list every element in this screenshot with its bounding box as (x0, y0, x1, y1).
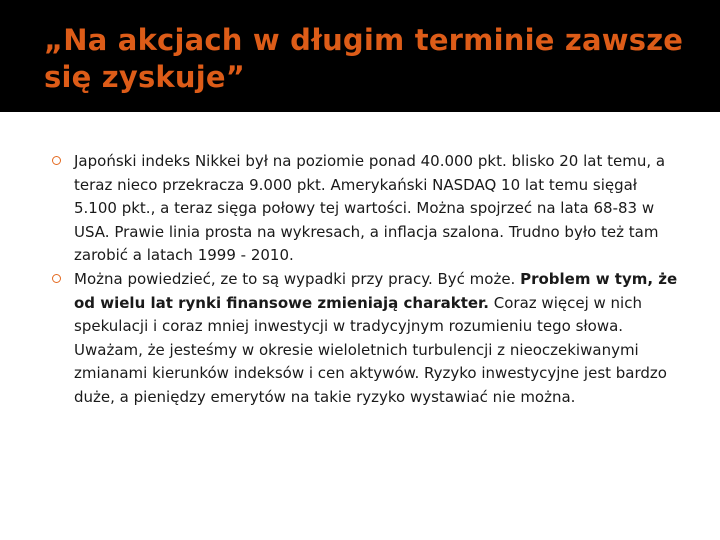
circle-bullet-icon (52, 156, 61, 165)
slide-title: „Na akcjach w długim terminie zawsze się zyskuje” (44, 23, 684, 94)
list-item (52, 268, 682, 410)
bullet-text-bold: Problem w tym, że od wielu lat rynki finansowe zmieniają charakter. (74, 269, 678, 312)
bullet-text-after: Coraz więcej w nich spekulacji i coraz mniej inwestycji w tradycyjnym rozumieniu tego słowa. Uważam, że jesteśmy w okresie wieloletnich turbulencji z nieoczekiwanymi zmianami kierunków indeksów i cen aktywów. Ryzyko inwestycyjne jest bardzo duże, a pieniędzy emerytów na takie ryzyko wystawiać nie można. (74, 293, 667, 406)
bullet-text: Japoński indeks Nikkei był na poziomie ponad 40.000 pkt. blisko 20 lat temu, a teraz nieco przekracza 9.000 pkt. Amerykański NASDAQ 10 lat temu sięgał 5.100 pkt., a teraz sięga połowy tej wartości. Można spojrzeć na lata 68-83 w USA. Prawie linia prosta na wykresach, a inflacja szalona. Trudno było też tam zarobić a latach 1999 - 2010. (74, 152, 666, 265)
slide-content (0, 115, 720, 540)
bullet-text-before: Można powiedzieć, ze to są wypadki przy pracy. Być może. (74, 269, 521, 288)
bullet-list (52, 150, 682, 410)
list-item (52, 150, 682, 268)
title-bar (0, 0, 720, 110)
circle-bullet-icon (52, 274, 61, 283)
